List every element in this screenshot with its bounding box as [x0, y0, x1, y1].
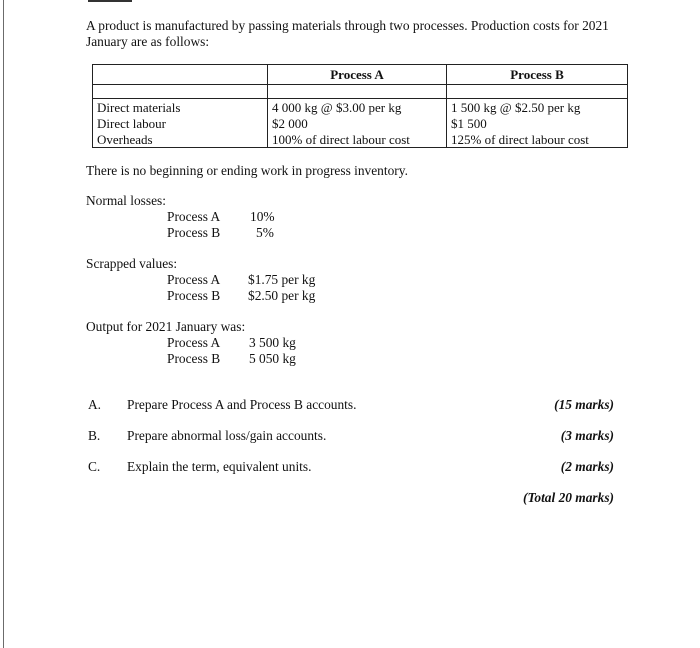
total-marks: (Total 20 marks): [522, 490, 614, 505]
table-header-blank: [93, 65, 268, 85]
normal-loss-value: 10%: [250, 209, 275, 224]
intro-paragraph: A product is manufactured by passing materials through two processes. Production costs for 2021 January are as follows:: [86, 18, 609, 49]
scrapped-value: $1.75 per kg: [248, 272, 316, 287]
row-label: Direct materials: [93, 99, 268, 116]
row-label: Direct labour: [93, 115, 268, 131]
scrapped-values-title: Scrapped values:: [86, 256, 178, 271]
table-header-process-b: Process B: [447, 65, 628, 85]
output-value: 3 500 kg: [249, 335, 296, 350]
normal-loss-label: Process A: [167, 209, 221, 224]
scrapped-value-label: Process B: [167, 288, 221, 303]
production-costs-table: [92, 64, 628, 148]
question-text: Prepare Process A and Process B accounts.: [127, 397, 357, 412]
table-header-row: [93, 65, 628, 85]
normal-losses-title: Normal losses:: [86, 193, 166, 208]
process-b-cell: 1 500 kg @ $2.50 per kg: [447, 99, 628, 116]
process-b-cell: 125% of direct labour cost: [447, 131, 628, 148]
process-a-cell: 4 000 kg @ $3.00 per kg: [268, 99, 447, 116]
process-a-cell: $2 000: [268, 115, 447, 131]
scrapped-value-label: Process A: [167, 272, 221, 287]
question-marks: (2 marks): [560, 459, 614, 474]
table-row: [93, 99, 628, 116]
question-text: Explain the term, equivalent units.: [127, 459, 312, 474]
question-letter: C.: [88, 459, 101, 474]
output-label: Process B: [167, 351, 221, 366]
question-text: Prepare abnormal loss/gain accounts.: [127, 428, 327, 443]
question-letter: B.: [88, 428, 101, 443]
question-marks: (15 marks): [554, 397, 614, 412]
question-marks: (3 marks): [560, 428, 614, 443]
process-a-cell: 100% of direct labour cost: [268, 131, 447, 148]
table-row: [93, 115, 628, 131]
top-rule: [88, 0, 132, 2]
output-title: Output for 2021 January was:: [86, 319, 246, 334]
normal-loss-value: 5%: [256, 225, 274, 240]
process-b-cell: $1 500: [447, 115, 628, 131]
scrapped-value: $2.50 per kg: [248, 288, 316, 303]
page-left-border: [3, 0, 4, 648]
no-wip-statement: There is no beginning or ending work in progress inventory.: [86, 163, 408, 178]
table-spacer-row: [93, 85, 628, 99]
normal-loss-label: Process B: [167, 225, 221, 240]
question-letter: A.: [88, 397, 102, 412]
row-label: Overheads: [93, 131, 268, 148]
table-row: [93, 131, 628, 148]
table-header-process-a: Process A: [268, 65, 447, 85]
output-label: Process A: [167, 335, 221, 350]
output-value: 5 050 kg: [249, 351, 296, 366]
